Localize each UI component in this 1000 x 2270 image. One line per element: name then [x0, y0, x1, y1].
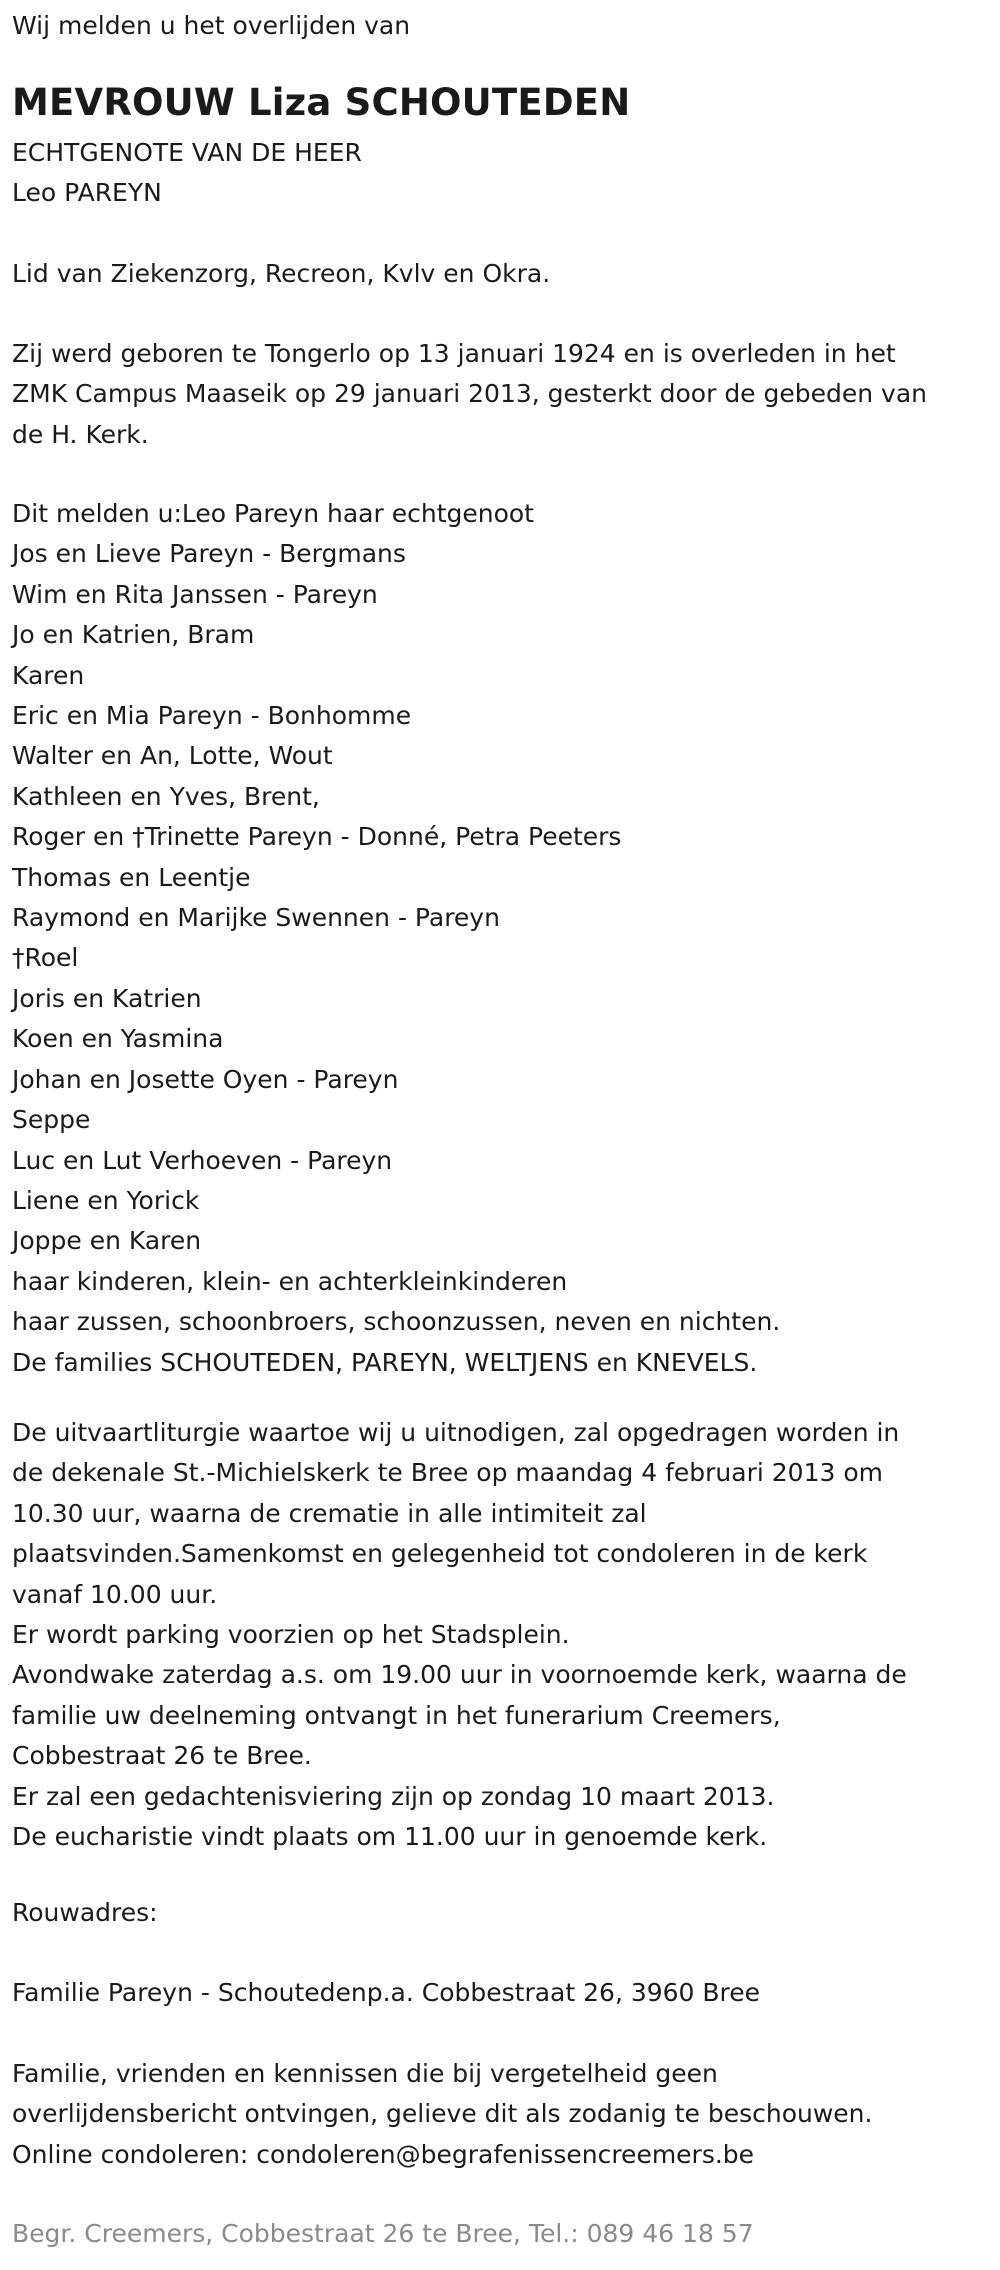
family-line: Jo en Katrien, Bram	[12, 620, 255, 650]
closing-line: overlijdensbericht ontvingen, gelieve dit als zodanig te beschouwen.	[12, 2099, 873, 2129]
family-line: †Roel	[12, 943, 79, 973]
family-line: Wim en Rita Janssen - Pareyn	[12, 579, 378, 609]
closing-line: Online condoleren: condoleren@begrafenissencreemers.be	[12, 2139, 755, 2169]
spouse-block	[12, 133, 988, 214]
spouse-relation: ECHTGENOTE VAN DE HEER	[12, 138, 362, 167]
address-label: Rouwadres:	[12, 1898, 158, 1927]
membership-block	[12, 254, 988, 294]
family-line: Dit melden u:Leo Pareyn haar echtgenoot	[12, 499, 534, 528]
family-list	[12, 494, 988, 1383]
birth-death-line: Zij werd geboren te Tongerlo op 13 januari 1924 en is overleden in het	[12, 339, 896, 368]
funeral-line: Avondwake zaterdag a.s. om 19.00 uur in voornoemde kerk, waarna de	[12, 1660, 907, 1690]
funeral-line: de dekenale St.-Michielskerk te Bree op maandag 4 februari 2013 om	[12, 1458, 883, 1488]
family-line: Eric en Mia Pareyn - Bonhomme	[12, 701, 412, 731]
address-block	[12, 1973, 988, 2013]
funeral-line: Er zal een gedachtenisviering zijn op zondag 10 maart 2013.	[12, 1781, 775, 1811]
family-line: Joppe en Karen	[12, 1226, 202, 1256]
family-line: haar kinderen, klein- en achterkleinkinderen	[12, 1266, 568, 1296]
birth-death-block	[12, 334, 988, 455]
family-line: Karen	[12, 660, 85, 690]
family-line: haar zussen, schoonbroers, schoonzussen, neven en nichten.	[12, 1307, 781, 1337]
funeral-line: De eucharistie vindt plaats om 11.00 uur in genoemde kerk.	[12, 1822, 768, 1852]
family-line: Raymond en Marijke Swennen - Pareyn	[12, 903, 500, 933]
closing-block	[12, 2054, 988, 2175]
funeral-details	[12, 1413, 988, 1857]
birth-death-line: ZMK Campus Maaseik op 29 januari 2013, gesterkt door de gebeden van	[12, 379, 928, 409]
closing-line: Familie, vrienden en kennissen die bij vergetelheid geen	[12, 2059, 718, 2088]
spouse-name: Leo PAREYN	[12, 178, 162, 208]
deceased-name: MEVROUW Liza SCHOUTEDEN	[12, 81, 631, 124]
funeral-line: plaatsvinden.Samenkomst en gelegenheid tot condoleren in de kerk	[12, 1539, 868, 1569]
membership-text: Lid van Ziekenzorg, Recreon, Kvlv en Okra.	[12, 259, 551, 288]
family-line: Seppe	[12, 1105, 91, 1135]
birth-death-line: de H. Kerk.	[12, 419, 149, 449]
family-line: Luc en Lut Verhoeven - Pareyn	[12, 1145, 393, 1175]
intro-text: Wij melden u het overlijden van	[12, 11, 411, 40]
family-line: Roger en †Trinette Pareyn - Donné, Petra Peeters	[12, 822, 622, 852]
address-label-block	[12, 1893, 988, 1933]
family-line: Walter en An, Lotte, Wout	[12, 741, 333, 771]
address-text: Familie Pareyn - Schoutedenp.a. Cobbestraat 26, 3960 Bree	[12, 1978, 761, 2007]
family-line: Koen en Yasmina	[12, 1024, 224, 1054]
family-line: Liene en Yorick	[12, 1185, 200, 1215]
funeral-line: Er wordt parking voorzien op het Stadsplein.	[12, 1620, 570, 1650]
family-line: Joris en Katrien	[12, 983, 202, 1013]
family-line: Kathleen en Yves, Brent,	[12, 781, 320, 811]
funeral-line: vanaf 10.00 uur.	[12, 1579, 218, 1609]
funeral-line: 10.30 uur, waarna de crematie in alle intimiteit zal	[12, 1498, 647, 1528]
funeral-line: familie uw deelneming ontvangt in het funerarium Creemers,	[12, 1700, 781, 1730]
family-line: De families SCHOUTEDEN, PAREYN, WELTJENS en KNEVELS.	[12, 1347, 758, 1377]
funeral-line: De uitvaartliturgie waartoe wij u uitnodigen, zal opgedragen worden in	[12, 1418, 900, 1447]
family-line: Johan en Josette Oyen - Pareyn	[12, 1064, 399, 1094]
family-line: Thomas en Leentje	[12, 862, 251, 892]
funeral-line: Cobbestraat 26 te Bree.	[12, 1741, 312, 1771]
footer-contact: Begr. Creemers, Cobbestraat 26 te Bree, Tel.: 089 46 18 57	[12, 2219, 754, 2248]
family-line: Jos en Lieve Pareyn - Bergmans	[12, 539, 406, 569]
